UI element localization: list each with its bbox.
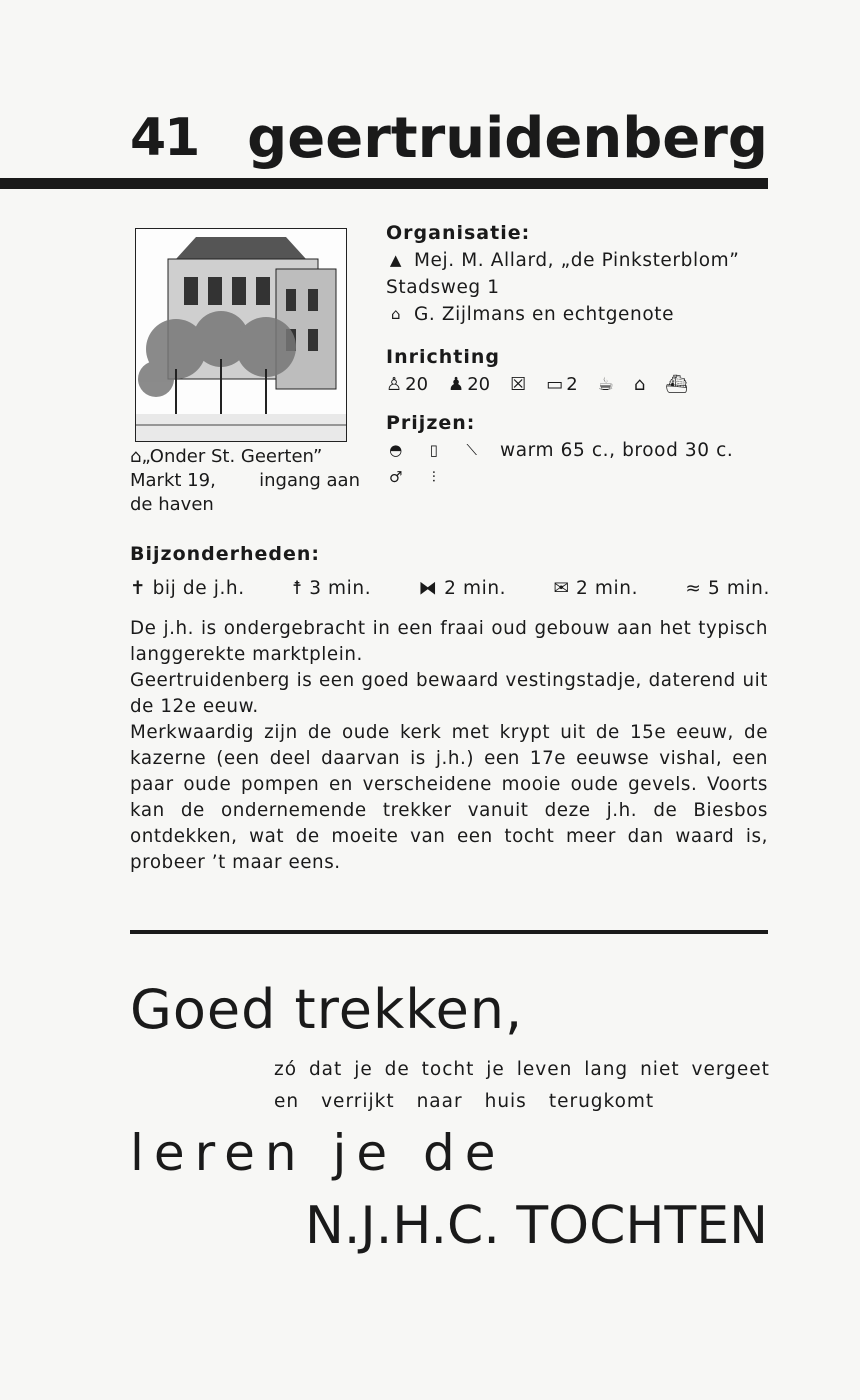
- ad-leren: leren je de: [130, 1124, 506, 1182]
- room-icon: ▭: [546, 374, 564, 395]
- cup-icon: ☕: [597, 374, 614, 395]
- catholic-church-item: ☨ 3 min.: [292, 578, 372, 599]
- paragraph: De j.h. is ondergebracht in een fraai oud gebouw aan het typisch langgerekte marktplein.: [130, 618, 768, 665]
- rooms: ▭ 2: [546, 371, 577, 398]
- hostel-photo: [135, 228, 347, 442]
- paragraph: Merkwaardig zijn de oude kerk met krypt uit de 15e eeuw, de kazerne (een deel daarvan is j.h.) een 17e eeuwse vishal, een paar oude pompen en verscheidene mooie oude gevels. Voorts kan de ondernemende trekker vanuit deze j.h. de Biesbos ontdekken, wat de moeite van een tocht meer dan waard is, probeer ’t maar eens.: [130, 722, 768, 873]
- person-icon: ♟: [448, 374, 465, 395]
- swim-icon: ≈: [685, 578, 702, 599]
- box-x-icon: ☒: [510, 374, 527, 395]
- organisatie-line-2: Stadsweg 1: [386, 277, 500, 298]
- caption-name: ⌂„Onder St. Geerten”: [130, 446, 323, 467]
- inrichting-icons: [386, 371, 776, 398]
- prijzen-heading: Prijzen:: [386, 412, 476, 434]
- organisatie-line-1: ▲ Mej. M. Allard, „de Pinksterblom”: [386, 247, 776, 274]
- post-item: ✉ 2 min.: [553, 578, 639, 599]
- bottle-icon: ▯: [429, 441, 439, 459]
- boat-icon: ⛴: [665, 374, 689, 395]
- bijzonderheden-heading: Bijzonderheden:: [130, 543, 321, 565]
- section-rule: [130, 930, 768, 934]
- ad-subtext-line-1: zó dat je de tocht je leven lang niet vergeet: [274, 1059, 770, 1080]
- inrichting-heading: Inrichting: [386, 346, 500, 368]
- hostel-icon: ⌂: [130, 446, 142, 467]
- cross-icon: ☨: [292, 578, 303, 599]
- pan-icon: ♂: [388, 468, 404, 486]
- organisatie-heading: Organisatie:: [386, 222, 531, 244]
- ad-subtext-line-2: en verrijkt naar huis terugkomt: [274, 1091, 655, 1112]
- page-title: geertruidenberg: [247, 106, 768, 171]
- envelope-icon: ✉: [553, 578, 570, 599]
- ad-brand: N.J.H.C. TOCHTEN: [305, 1196, 768, 1256]
- cutlery-icon: ⫶: [431, 468, 437, 486]
- ad-subtext: [274, 1054, 770, 1118]
- swim-item: ≈ 5 min.: [685, 578, 770, 599]
- prijzen-line-1: ◓ ▯ ⟍ warm 65 c., brood 30 c.: [386, 437, 776, 464]
- cross-icon: ✝: [130, 578, 147, 599]
- beds-female: ♟ 20: [448, 371, 490, 398]
- ad-headline: Goed trekken,: [130, 978, 524, 1041]
- page-number: 41: [130, 108, 199, 168]
- helmet-icon: ◓: [389, 441, 403, 459]
- church-item: ✝ bij de j.h.: [130, 578, 245, 599]
- bus-icon: ⧓: [418, 578, 438, 599]
- info-column: [386, 220, 776, 491]
- caption-address-2: de haven: [130, 494, 214, 515]
- bijzonderheden-list: [130, 578, 770, 599]
- bus-item: ⧓ 2 min.: [418, 578, 507, 599]
- home-icon: ⌂: [633, 374, 646, 395]
- house-icon: ⌂: [390, 305, 402, 323]
- prijzen-line-2: [386, 464, 776, 491]
- header-rule: [0, 178, 768, 189]
- triangle-icon: ▲: [389, 251, 403, 269]
- organisatie-line-3: ⌂ G. Zijlmans en echtgenote: [386, 301, 776, 328]
- paragraph: Geertruidenberg is een goed bewaard vestingstadje, daterend uit de 12e eeuw.: [130, 670, 768, 717]
- caption-address: Markt 19, ingang aan: [130, 470, 360, 491]
- description: [130, 616, 768, 876]
- beds-male: ♙ 20: [386, 371, 428, 398]
- photo-caption: [130, 445, 360, 517]
- person-icon: ♙: [386, 374, 403, 395]
- knife-icon: ⟍: [466, 441, 478, 459]
